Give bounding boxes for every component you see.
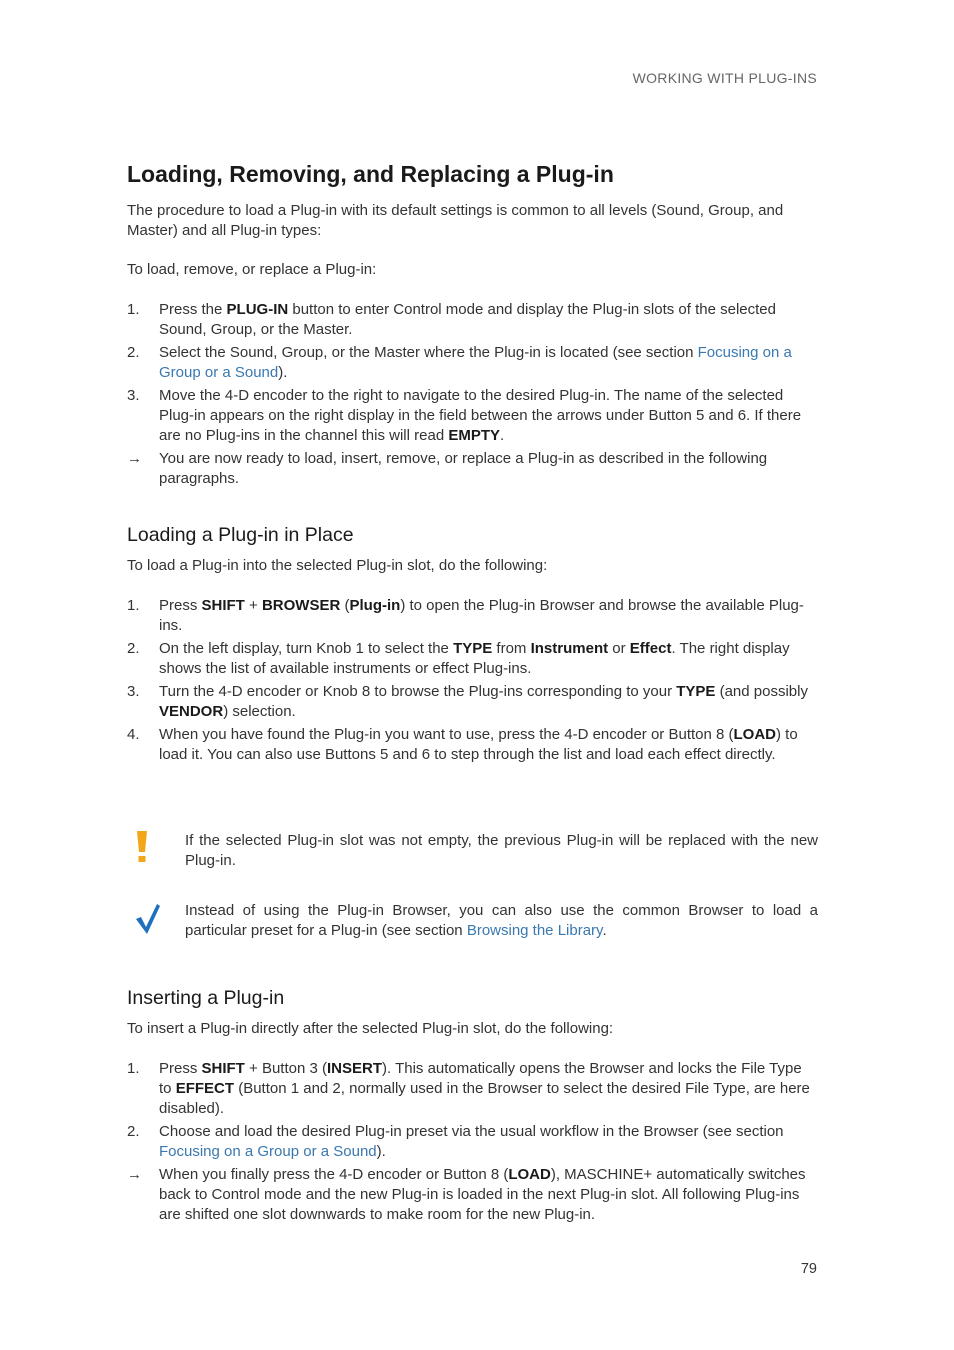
list-item: → You are now ready to load, insert, remove, or replace a Plug-in as described in the following paragraphs. <box>127 450 768 487</box>
link-browsing-the-library[interactable]: Browsing the Library <box>466 922 603 939</box>
list-item: 3. Turn the 4-D encoder or Knob 8 to browse the Plug-ins corresponding to your TYPE (and possibly VENDOR) selection. <box>127 683 808 720</box>
list-item: 2. On the left display, turn Knob 1 to select the TYPE from Instrument or Effect. The right display shows the list of available instruments or effect Plug-ins. <box>127 640 790 677</box>
subsection-title-inserting: Inserting a Plug-in <box>127 987 285 1009</box>
lead-paragraph <box>127 260 818 280</box>
subsection-title-loading-in-place: Loading a Plug-in in Place <box>127 524 354 546</box>
list-item: 1. Press SHIFT + BROWSER (Plug-in) to open the Plug-in Browser and browse the available Plug-ins. <box>127 597 804 634</box>
page-number: 79 <box>800 1261 817 1277</box>
intro-paragraph <box>127 201 818 241</box>
exclamation-icon <box>135 831 149 868</box>
lead-text: To load, remove, or replace a Plug-in: <box>127 261 377 278</box>
load-intro-paragraph: To load a Plug-in into the selected Plug-in slot, do the following: <box>127 557 548 574</box>
load-steps-list <box>127 596 818 768</box>
warning-text: If the selected Plug-in slot was not empty, the previous Plug-in will be replaced with the new Plug-in. <box>185 832 818 869</box>
link-focusing-on-group-or-sound[interactable]: Focusing on a Group or a Sound <box>159 1143 377 1160</box>
list-item: 4. When you have found the Plug-in you want to use, press the 4-D encoder or Button 8 (LOAD) to load it. You can also use Buttons 5 and 6 to step through the list and load each effect directly. <box>127 726 798 763</box>
main-steps-list <box>127 300 818 492</box>
list-item: 2. Choose and load the desired Plug-in preset via the usual workflow in the Browser (see section Focusing on a Group or a Sound). <box>127 1123 784 1160</box>
intro-text: The procedure to load a Plug-in with its default settings is common to all levels (Sound, Group, and Master) and all Plug-in types: <box>127 202 784 239</box>
checkmark-icon <box>135 903 161 940</box>
link-focusing-on-group-or-sound[interactable]: Focusing on a Group or a Sound <box>159 344 792 381</box>
list-item: 1. Press SHIFT + Button 3 (INSERT). This automatically opens the Browser and locks the File Type to EFFECT (Button 1 and 2, normally used in the Browser to select the desired File Type, are here disabled). <box>127 1060 810 1117</box>
list-item: 1. Press the PLUG-IN button to enter Control mode and display the Plug-in slots of the selected Sound, Group, or the Master. <box>127 301 776 338</box>
list-item: 2. Select the Sound, Group, or the Master where the Plug-in is located (see section Focusing on a Group or a Sound). <box>127 344 792 381</box>
tip-text: Instead of using the Plug-in Browser, you can also use the common Browser to load a particular preset for a Plug-in (see section Browsing the Library. <box>185 902 818 939</box>
warning-note <box>127 831 818 871</box>
result-arrow-icon: → <box>127 450 142 467</box>
running-header: WORKING WITH PLUG-INS <box>632 70 817 86</box>
list-item: → When you finally press the 4-D encoder or Button 8 (LOAD), MASCHINE+ automatically switches back to Control mode and the new Plug-in is loaded in the next Plug-in slot. All following Plug-ins are shifted one slot downwards to make room for the new Plug-in. <box>127 1166 806 1223</box>
tip-note <box>127 901 818 941</box>
insert-intro-paragraph: To insert a Plug-in directly after the selected Plug-in slot, do the following: <box>127 1020 614 1037</box>
section-title-loading-removing-replacing: Loading, Removing, and Replacing a Plug-in <box>127 161 614 187</box>
list-item: 3. Move the 4-D encoder to the right to navigate to the desired Plug-in. The name of the selected Plug-in appears on the right display in the field between the arrows under Button 5 and 6. If there are no Plug-ins in the channel this will read EMPTY. <box>127 387 802 444</box>
result-arrow-icon: → <box>127 1166 142 1183</box>
insert-steps-list <box>127 1059 818 1228</box>
